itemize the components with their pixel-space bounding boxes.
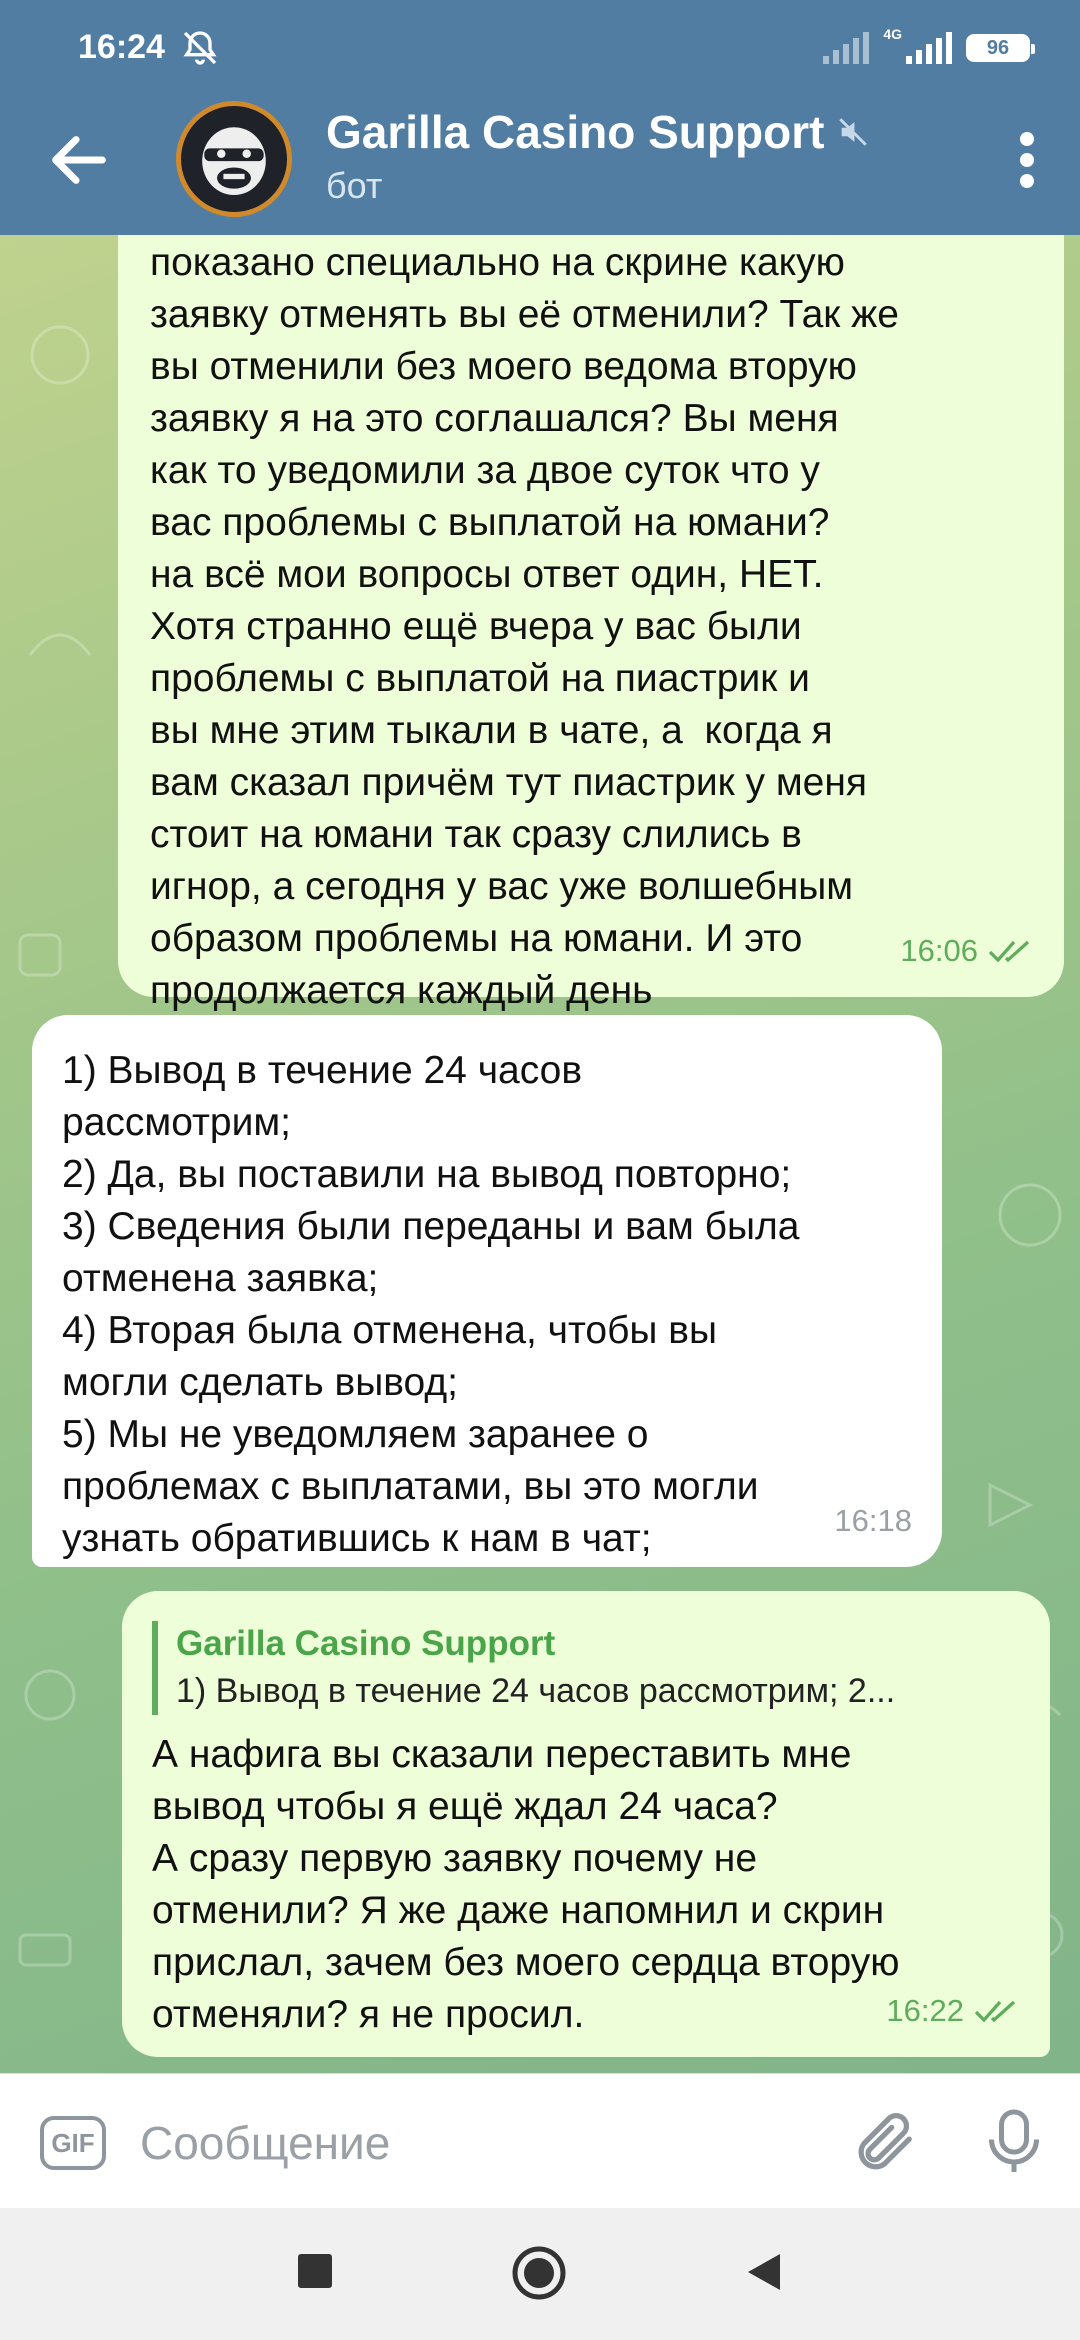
chat-header <box>0 95 1080 235</box>
message-input-bar <box>0 2073 1080 2209</box>
gorilla-logo-icon <box>181 106 287 212</box>
back-arrow-icon[interactable] <box>44 125 114 195</box>
message-text: А нафига вы сказали переставить мне вывод чтобы я ещё ждал 24 часа? А сразу первую заявку почему не отменили? Я же даже напомнил и скрин прислал, зачем без моего сердца вторую отменяли? я не просил. <box>152 1733 900 2036</box>
muted-speaker-icon <box>836 115 870 149</box>
avatar[interactable] <box>176 101 292 217</box>
battery-icon <box>966 34 1030 62</box>
back-triangle-icon[interactable] <box>744 2250 784 2294</box>
recent-apps-icon[interactable] <box>298 2254 332 2288</box>
chat-subtitle: бот <box>326 165 383 206</box>
message-text: показано специально на скрине какую заявку отменять вы её отменили? Так же вы отменили без моего ведома вторую заявку я на это соглашался? Вы меня как то уведомили за двое суток что у вас проблемы с выплатой на юмани? на всё мои вопросы ответ один, НЕТ. Хотя странно ещё вчера у вас были проблемы с выплатой на пиастрик и вы мне этим тыкали в чате, а когда я вам сказал причём тут пиастрик у меня стоит на юмани так сразу слились в игнор, а сегодня у вас уже волшебным образом проблемы на юмани. И это продолжается каждый день <box>150 241 899 1012</box>
status-indicators <box>823 26 1030 70</box>
message-time: 16:18 <box>834 1503 912 1538</box>
message-text: 1) Вывод в течение 24 часов рассмотрим; 2) Да, вы поставили на вывод повторно; 3) Сведения были переданы и вам была отменена заявка; 4) Вторая была отменена, чтобы вы могли сделать вывод; 5) Мы не уведомляем заранее о проблемах с выплатами, вы это могли узнать обратившись к нам в чат; <box>62 1049 800 1560</box>
paperclip-icon[interactable] <box>848 2104 918 2180</box>
muted-bell-icon <box>180 28 220 68</box>
message-bubble-incoming[interactable] <box>32 1015 942 1567</box>
status-time: 16:24 <box>78 28 165 66</box>
message-time: 16:22 <box>886 1993 964 2028</box>
signal-strong-icon <box>906 32 952 64</box>
message-meta <box>886 1985 1020 2037</box>
double-check-icon <box>988 938 1034 964</box>
gif-label: GIF <box>51 2127 95 2158</box>
home-icon[interactable] <box>512 2246 566 2300</box>
message-meta <box>834 1495 912 1547</box>
message-meta <box>900 925 1034 977</box>
chat-title[interactable]: Garilla Casino Support <box>326 106 825 158</box>
gif-button[interactable] <box>40 2116 106 2170</box>
reply-snippet: 1) Вывод в течение 24 часов рассмотрим; 2... <box>176 1672 896 1710</box>
message-bubble-outgoing[interactable] <box>122 1591 1050 2057</box>
chat-messages[interactable] <box>0 235 1080 2073</box>
more-menu-icon[interactable] <box>1002 125 1052 195</box>
system-nav-bar <box>0 2208 1080 2340</box>
status-bar <box>0 0 1080 95</box>
reply-author: Garilla Casino Support <box>176 1624 556 1663</box>
message-time: 16:06 <box>900 933 978 968</box>
signal-icon <box>823 32 869 64</box>
microphone-icon[interactable] <box>984 2104 1044 2180</box>
network-type-label: 4G <box>883 26 902 42</box>
message-input[interactable] <box>138 2112 782 2174</box>
double-check-icon <box>974 1998 1020 2024</box>
message-bubble-outgoing[interactable] <box>118 235 1064 1012</box>
reply-quote[interactable] <box>152 1621 1020 1715</box>
battery-level: 96 <box>986 36 1010 59</box>
